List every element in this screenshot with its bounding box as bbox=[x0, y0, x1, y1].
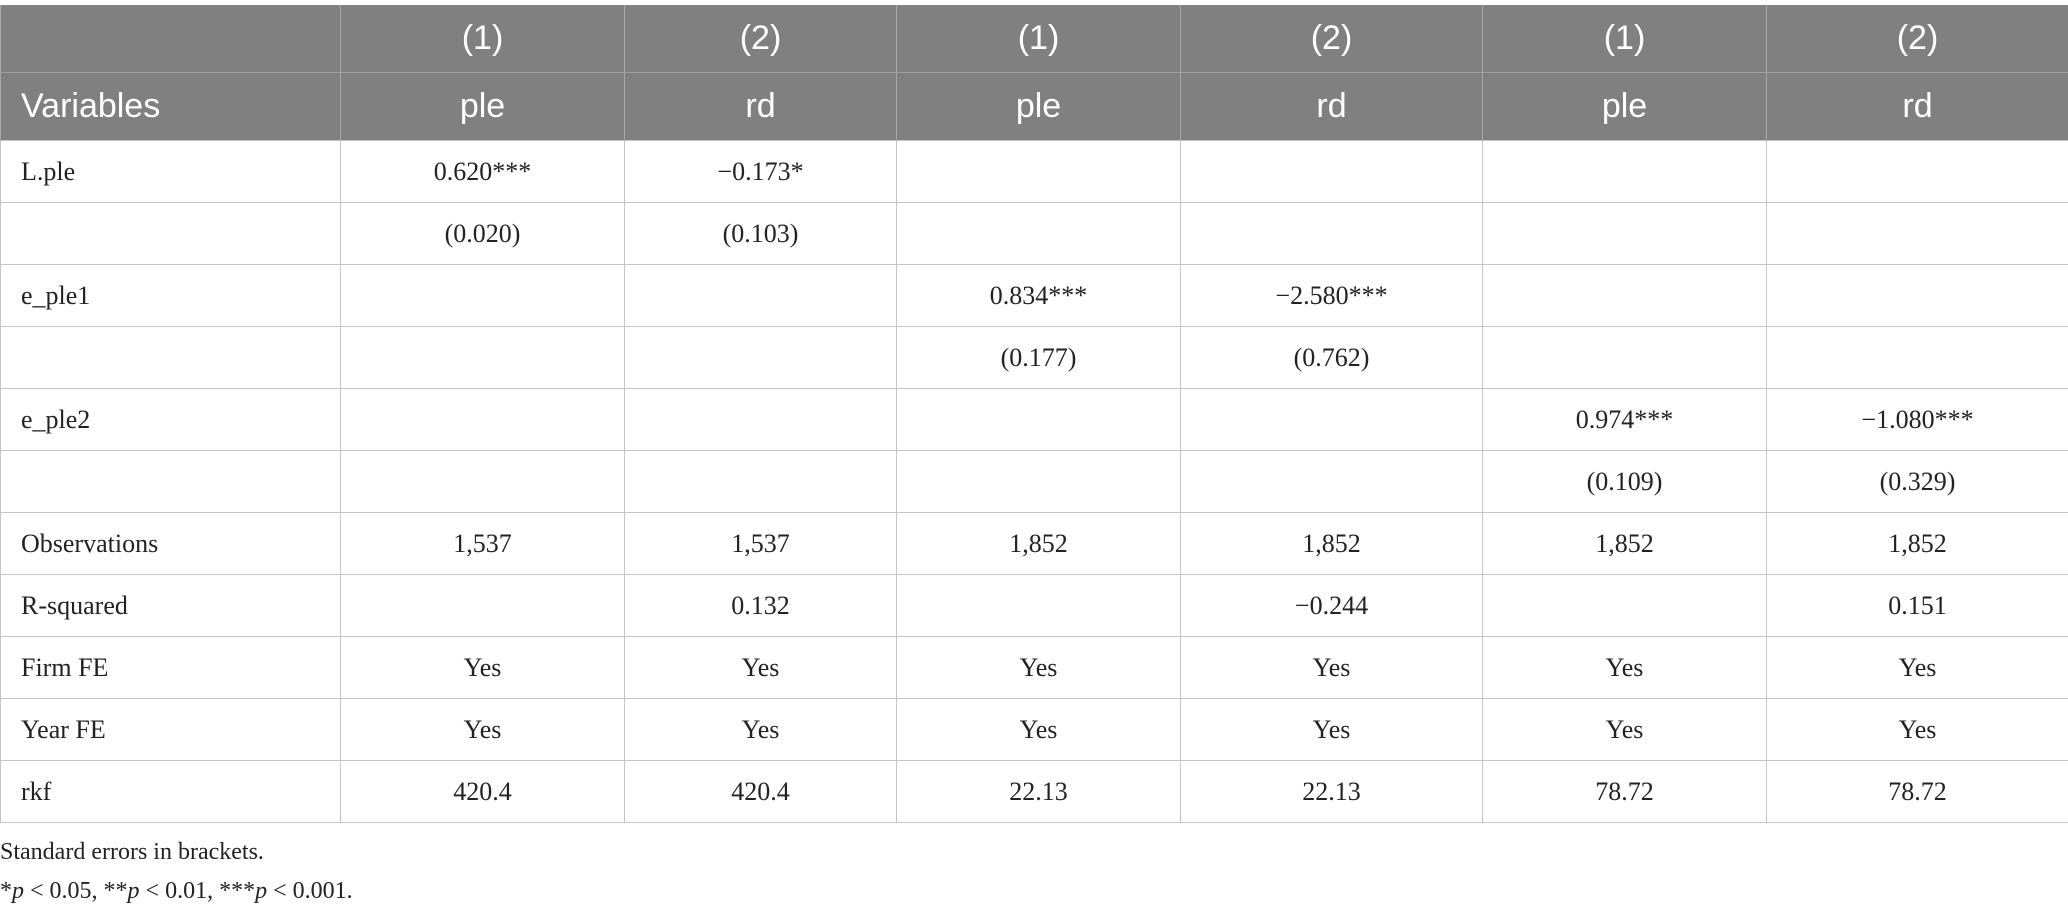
table-cell: 420.4 bbox=[341, 761, 625, 823]
header-cell: ple bbox=[1483, 73, 1767, 141]
table-cell: 1,852 bbox=[1181, 513, 1483, 575]
table-row bbox=[1, 575, 2068, 637]
table-cell bbox=[341, 327, 625, 389]
table-cell bbox=[1181, 203, 1483, 265]
row-label: e_ple1 bbox=[1, 265, 341, 327]
table-cell: Yes bbox=[341, 699, 625, 761]
table-cell bbox=[1181, 141, 1483, 203]
table-cell: 0.151 bbox=[1767, 575, 2068, 637]
table-cell: 1,852 bbox=[897, 513, 1181, 575]
header-cell: (2) bbox=[1767, 5, 2068, 73]
table-cell: 420.4 bbox=[625, 761, 897, 823]
table-cell: (0.329) bbox=[1767, 451, 2068, 513]
table-cell: Yes bbox=[897, 637, 1181, 699]
row-label: Firm FE bbox=[1, 637, 341, 699]
table-cell: 1,537 bbox=[625, 513, 897, 575]
table-cell: Yes bbox=[1767, 699, 2068, 761]
note-p-symbol: p bbox=[12, 878, 24, 904]
row-label: Observations bbox=[1, 513, 341, 575]
table-row bbox=[1, 761, 2068, 823]
table-row bbox=[1, 203, 2068, 265]
table-cell bbox=[1181, 451, 1483, 513]
table-cell: (0.762) bbox=[1181, 327, 1483, 389]
table-cell bbox=[1767, 141, 2068, 203]
table-cell bbox=[1483, 327, 1767, 389]
regression-table-container bbox=[0, 5, 2068, 823]
row-label: rkf bbox=[1, 761, 341, 823]
note-p-symbol: p bbox=[127, 878, 140, 904]
table-cell bbox=[625, 327, 897, 389]
header-cell: rd bbox=[1181, 73, 1483, 141]
table-cell: Yes bbox=[1181, 699, 1483, 761]
table-row bbox=[1, 451, 2068, 513]
table-cell: 22.13 bbox=[897, 761, 1181, 823]
row-label: e_ple2 bbox=[1, 389, 341, 451]
note-significance bbox=[0, 872, 353, 911]
table-cell: 0.974*** bbox=[1483, 389, 1767, 451]
note-text: < 0.01, *** bbox=[139, 878, 256, 904]
table-row bbox=[1, 699, 2068, 761]
table-row bbox=[1, 265, 2068, 327]
note-p-symbol: p bbox=[255, 878, 268, 904]
header-cell: ple bbox=[897, 73, 1181, 141]
table-row bbox=[1, 389, 2068, 451]
table-row bbox=[1, 637, 2068, 699]
row-label: R-squared bbox=[1, 575, 341, 637]
table-cell: 1,852 bbox=[1483, 513, 1767, 575]
table-cell bbox=[897, 203, 1181, 265]
header-cell: ple bbox=[341, 73, 625, 141]
header-cell: (2) bbox=[625, 5, 897, 73]
note-text: * bbox=[0, 878, 12, 904]
table-cell: −1.080*** bbox=[1767, 389, 2068, 451]
note-text: < 0.05, ** bbox=[24, 878, 128, 904]
row-label: Year FE bbox=[1, 699, 341, 761]
header-cell: (1) bbox=[897, 5, 1181, 73]
table-cell: 0.620*** bbox=[341, 141, 625, 203]
header-cell bbox=[1, 5, 341, 73]
header-cell: (1) bbox=[1483, 5, 1767, 73]
table-cell bbox=[341, 575, 625, 637]
table-row bbox=[1, 141, 2068, 203]
table-cell bbox=[625, 389, 897, 451]
table-cell: −0.173* bbox=[625, 141, 897, 203]
table-cell bbox=[1483, 265, 1767, 327]
regression-table bbox=[0, 5, 2068, 823]
table-cell: Yes bbox=[897, 699, 1181, 761]
table-row bbox=[1, 513, 2068, 575]
table-cell bbox=[897, 141, 1181, 203]
header-cell: rd bbox=[625, 73, 897, 141]
table-cell: (0.020) bbox=[341, 203, 625, 265]
row-label bbox=[1, 327, 341, 389]
table-cell: (0.177) bbox=[897, 327, 1181, 389]
table-cell bbox=[1767, 327, 2068, 389]
table-cell: Yes bbox=[1181, 637, 1483, 699]
row-label bbox=[1, 203, 341, 265]
header-cell: (1) bbox=[341, 5, 625, 73]
table-cell: Yes bbox=[625, 699, 897, 761]
table-cell: 0.834*** bbox=[897, 265, 1181, 327]
table-cell: −2.580*** bbox=[1181, 265, 1483, 327]
table-cell: 1,852 bbox=[1767, 513, 2068, 575]
table-cell: Yes bbox=[625, 637, 897, 699]
table-cell: Yes bbox=[1483, 699, 1767, 761]
table-cell bbox=[897, 575, 1181, 637]
table-cell: Yes bbox=[1767, 637, 2068, 699]
table-cell: 78.72 bbox=[1483, 761, 1767, 823]
note-text: < 0.001. bbox=[267, 878, 353, 904]
table-cell bbox=[1767, 203, 2068, 265]
table-cell: −0.244 bbox=[1181, 575, 1483, 637]
header-cell: rd bbox=[1767, 73, 2068, 141]
table-body bbox=[1, 141, 2068, 823]
table-cell bbox=[341, 389, 625, 451]
table-notes bbox=[0, 833, 353, 911]
table-cell: Yes bbox=[341, 637, 625, 699]
row-label: L.ple bbox=[1, 141, 341, 203]
table-cell bbox=[625, 265, 897, 327]
header-row-model-numbers bbox=[1, 5, 2068, 73]
table-header bbox=[1, 5, 2068, 141]
table-cell: (0.103) bbox=[625, 203, 897, 265]
table-cell: 0.132 bbox=[625, 575, 897, 637]
table-cell: 78.72 bbox=[1767, 761, 2068, 823]
table-cell bbox=[897, 389, 1181, 451]
table-cell: 1,537 bbox=[341, 513, 625, 575]
table-cell bbox=[341, 265, 625, 327]
table-cell: Yes bbox=[1483, 637, 1767, 699]
header-row-variables bbox=[1, 73, 2068, 141]
table-cell bbox=[1483, 575, 1767, 637]
table-row bbox=[1, 327, 2068, 389]
table-cell bbox=[1483, 141, 1767, 203]
table-cell bbox=[341, 451, 625, 513]
header-cell: Variables bbox=[1, 73, 341, 141]
table-cell: 22.13 bbox=[1181, 761, 1483, 823]
header-cell: (2) bbox=[1181, 5, 1483, 73]
table-cell bbox=[1483, 203, 1767, 265]
table-cell bbox=[897, 451, 1181, 513]
table-cell: (0.109) bbox=[1483, 451, 1767, 513]
table-cell bbox=[1767, 265, 2068, 327]
note-standard-errors: Standard errors in brackets. bbox=[0, 839, 264, 865]
table-cell bbox=[1181, 389, 1483, 451]
table-cell bbox=[625, 451, 897, 513]
row-label bbox=[1, 451, 341, 513]
